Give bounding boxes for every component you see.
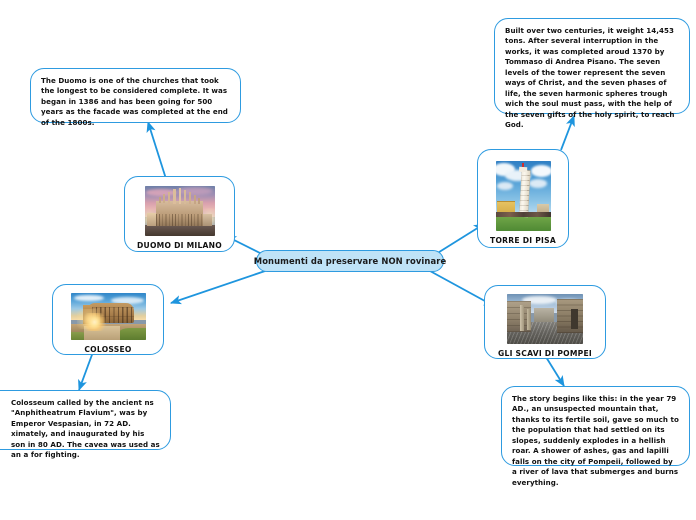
note-pisa[interactable] (494, 18, 690, 130)
node-duomo-di-milano[interactable] (124, 176, 235, 252)
note-pisa-text: Built over two centuries, it weight 14,453 tons. After several interruption in the works, it was completed aroud 1370 by Tommaso di Andrea Pisano. The seven levels of the tower represent the seven ways of Christ, and the seven phases of life, the seven harmonic spheres trough wich the soul must pass, with the help of the seven gifts of the holy spirit, to reach God. (505, 26, 675, 130)
note-duomo[interactable] (30, 68, 241, 127)
torre-di-pisa-photo (496, 161, 551, 231)
node-gli-scavi-di-pompei[interactable] (484, 285, 606, 359)
connector-duomo-to-note (148, 122, 167, 182)
note-pompei-text: The story begins like this: in the year 79 AD., an unsuspected mountain that, thanks to its fertile soil, gave so much to the population that had settled on its slopes, suddenly explodes in a hellish roar. A shower of ashes, gas and lapilli falls on the city of Pompeii, followed by a river of lava that submerges and burns everything. (512, 394, 679, 487)
node-pisa-caption: TORRE DI PISA (490, 235, 556, 245)
node-colosseo[interactable] (52, 284, 164, 355)
node-duomo-caption: DUOMO DI MILANO (136, 241, 222, 250)
note-colosseo[interactable] (0, 390, 171, 460)
connector-center-to-colosseo (171, 270, 268, 303)
node-colosseo-caption: COLOSSEO (84, 345, 132, 354)
note-colosseo-text: Colosseum called by the ancient ns "Anphitheatrum Flavium", was by Emperor Vespasian, in 72 AD. ximately, and inaugurated by his son in 80 AD. The cavea was used as an a for fighting. (11, 398, 160, 460)
duomo-di-milano-photo (145, 186, 215, 236)
node-torre-di-pisa[interactable] (477, 149, 569, 248)
scavi-di-pompei-photo (507, 294, 583, 344)
central-topic-label: Monumenti da preservare NON rovinare (253, 256, 447, 266)
connector-colosseo-to-note (79, 352, 93, 390)
colosseo-photo (71, 293, 146, 340)
note-pompei[interactable] (501, 386, 690, 487)
note-duomo-text: The Duomo is one of the churches that took the longest to be considered complete. It was began in 1386 and has been going for 500 years as the facade was completed at the end of the 1800s. (41, 76, 228, 127)
connector-pompei-to-note (546, 357, 564, 386)
central-topic-node[interactable] (253, 250, 447, 272)
node-pompei-caption: GLI SCAVI DI POMPEI (498, 349, 592, 358)
